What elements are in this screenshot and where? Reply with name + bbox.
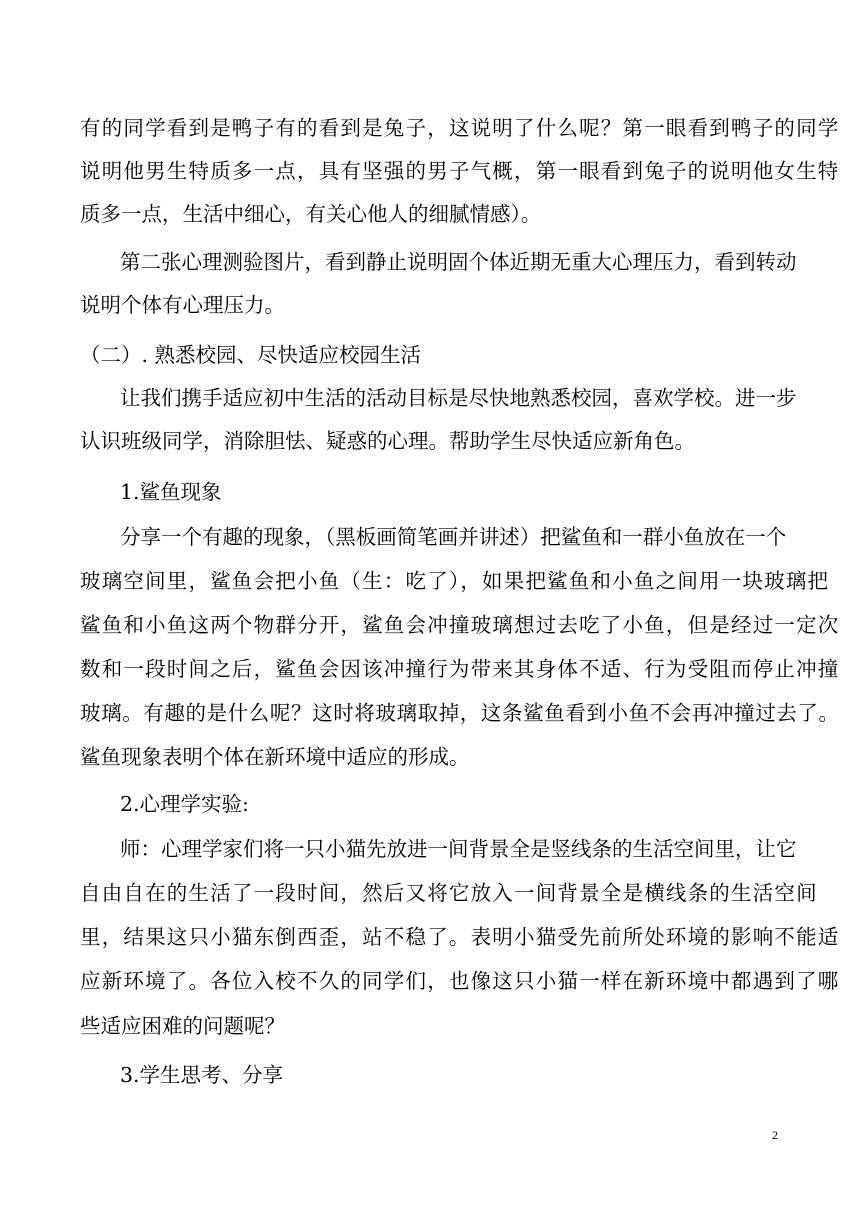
text-line-4: 第二张心理测验图片，看到静止说明固个体近期无重大心理压力，看到转动: [120, 250, 797, 274]
text-line-7: 让我们携手适应初中生活的活动目标是尽快地熟悉校园，喜欢学校。进一步: [120, 386, 797, 410]
text-line-14: 玻璃。有趣的是什么呢？这时将玻璃取掉，这条鲨鱼看到小鱼不会再冲撞过去了。: [80, 701, 840, 725]
text-line-13: 数和一段时间之后，鲨鱼会因该冲撞行为带来其身体不适、行为受阻而停止冲撞: [80, 657, 840, 681]
text-line-10: 分享一个有趣的现象，（黑板画简笔画并讲述）把鲨鱼和一群小鱼放在一个: [120, 525, 787, 549]
subheading-psychology-experiment: 2.心理学实验:: [120, 792, 249, 816]
subheading-shark-phenomenon: 1.鲨鱼现象: [120, 480, 222, 504]
text-line-5: 说明个体有心理压力。: [80, 293, 285, 317]
text-line-20: 应新环境了。各位入校不久的同学们，也像这只小猫一样在新环境中都遇到了哪: [80, 969, 840, 993]
text-line-12: 鲨鱼和小鱼这两个物群分开，鲨鱼会冲撞玻璃想过去吃了小鱼，但是经过一定次: [80, 613, 840, 637]
text-line-1: 有的同学看到是鸭子有的看到是兔子，这说明了什么呢？第一眼看到鸭子的同学: [80, 116, 840, 140]
text-line-11: 玻璃空间里，鲨鱼会把小鱼（生：吃了），如果把鲨鱼和小鱼之间用一块玻璃把: [80, 569, 830, 593]
text-line-2: 说明他男生特质多一点，具有坚强的男子气概，第一眼看到兔子的说明他女生特: [80, 159, 840, 183]
text-line-15: 鲨鱼现象表明个体在新环境中适应的形成。: [80, 745, 470, 769]
text-line-8: 认识班级同学，消除胆怯、疑惑的心理。帮助学生尽快适应新角色。: [80, 429, 695, 453]
subheading-student-sharing: 3.学生思考、分享: [120, 1063, 284, 1087]
text-line-19: 里，结果这只小猫东倒西歪，站不稳了。表明小猫受先前所处环境的影响不能适: [80, 925, 840, 949]
section-heading: （二）. 熟悉校园、尽快适应校园生活: [80, 343, 422, 367]
text-line-21: 些适应困难的问题呢？: [80, 1014, 285, 1038]
text-line-17: 师：心理学家们将一只小猫先放进一间背景全是竖线条的生活空间里，让它: [120, 837, 797, 861]
text-line-18: 自由自在的生活了一段时间，然后又将它放入一间背景全是横线条的生活空间: [80, 881, 818, 905]
text-line-3: 质多一点，生活中细心，有关心他人的细腻情感）。: [80, 202, 542, 226]
page-number: 2: [772, 1128, 778, 1142]
